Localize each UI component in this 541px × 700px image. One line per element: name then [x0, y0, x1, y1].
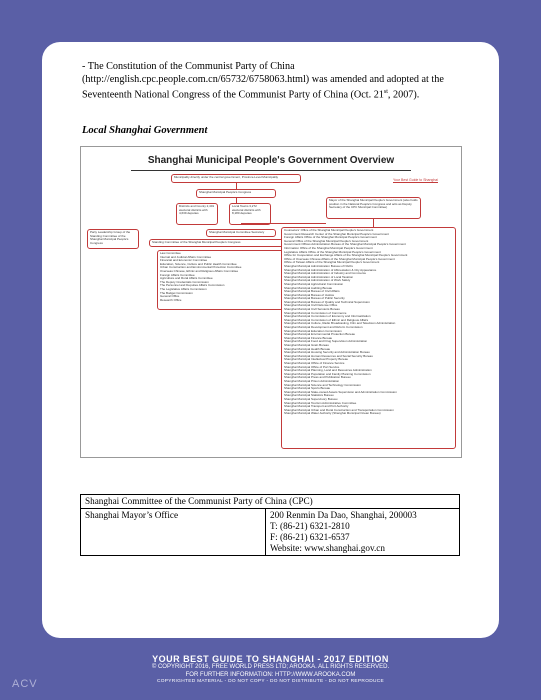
connector	[373, 219, 374, 227]
office-item: Shanghai Municipal Press and Publication Bureau	[284, 375, 351, 380]
committee-item: Overseas Chinese, Ethnic and Religious Affairs Committee	[160, 268, 239, 273]
office-item: Office of Taiwan Affairs of the Shanghai Municipal People's Government	[284, 260, 380, 265]
office-name-cell: Shanghai Mayor’s Office	[81, 509, 266, 556]
intro-line-3-text: Seventeenth National Congress of the Communist Party of China (Oct. 21	[82, 89, 384, 101]
office-item: Shanghai Municipal Culture, Radio Broadcasting, Film and Television Administration	[284, 321, 396, 326]
intro-line-2: (http://english.cpc.people.com.cn/65732/6758063.html) was amended and adopted at the	[82, 74, 444, 85]
office-item: Shanghai Municipal Bureau of Public Security	[284, 296, 345, 301]
office-item: Shanghai Municipal Health Bureau	[284, 346, 331, 351]
committee-item: The Personnel and Deputies Affairs Commission	[160, 283, 225, 288]
page-footer	[0, 654, 541, 684]
committee-item: Foreign Affairs Committee	[160, 272, 195, 277]
party-group-box: Party Leadership Group of the Standing Committee of the Shanghai Municipal People's Congress	[87, 229, 139, 249]
committee-item: Agriculture and Rural Affairs Committee	[160, 276, 213, 281]
fax: F: (86-21) 6321-6537	[270, 532, 350, 542]
office-item: Shanghai Municipal Bureau of Quality and Technical Supervision	[284, 299, 370, 304]
office-item: Shanghai Municipal Administration of Local Taxation	[284, 274, 354, 279]
intro-line-1: - The Constitution of the Communist Party of China	[82, 61, 295, 72]
office-item: Government Research Center of the Shanghai Municipal People's Government	[284, 231, 389, 236]
office-item: Shanghai Municipal Bureau of Civil Affairs	[284, 289, 340, 294]
office-item: Shanghai Municipal Commission of Commerce	[284, 310, 347, 315]
office-item: Shanghai Municipal Tourism Administrative Committee	[284, 400, 357, 405]
committee-item: Financial and Economic Committee	[160, 258, 208, 263]
office-item: Shanghai Municipal Prison Administration	[284, 378, 340, 383]
office-item: Shanghai Municipal Civil Defense Office	[284, 303, 338, 308]
office-item: Shanghai Municipal Population and Family Planning Commission	[284, 371, 371, 376]
office-item: Shanghai Municipal Auditing Bureau	[284, 285, 333, 290]
title-rule	[131, 170, 411, 171]
connector	[241, 223, 326, 224]
intro-line-3-end: , 2007).	[387, 89, 420, 101]
document-page	[42, 42, 499, 638]
office-item: Shanghai Municipal Administration of Work Safety	[284, 278, 351, 283]
office-item: Shanghai Municipal Statistics Bureau	[284, 393, 334, 398]
committee-item: Urban Construction and Environmental Protection Committee	[160, 265, 242, 270]
org-chart-image	[80, 146, 462, 458]
office-item: Shanghai Municipal Development and Reform Commission	[284, 325, 363, 330]
footer-copyright: © COPYRIGHT 2016, FREE WORLD PRESS LTD; AROOKA. ALL RIGHTS RESERVED.	[151, 664, 390, 670]
office-item: Shanghai Municipal Education Commission	[284, 328, 342, 333]
address: 200 Renmin Da Dao, Shanghai, 200003	[270, 510, 417, 520]
office-item: Shanghai Municipal Sports Bureau	[284, 386, 331, 391]
committee-item: The Legislative Affairs Commission	[160, 286, 207, 291]
office-item: Foreign Affairs Office of the Shanghai Municipal People's Government	[284, 235, 377, 240]
office-item: Shanghai Municipal Agricultural Commission	[284, 281, 344, 286]
footer-info-link: FOR FURTHER INFORMATION: HTTP://WWW.AROOKA.COM	[185, 671, 356, 678]
government-offices-box	[281, 227, 456, 449]
intro-paragraph	[82, 60, 472, 101]
intro-line-3	[82, 86, 472, 101]
office-item: Shanghai Municipal Food and Drug Supervision Administration	[284, 339, 368, 344]
office-item: Shanghai Municipal Water Authority (Shanghai Municipal Ocean Bureau)	[284, 411, 381, 416]
office-item: Shanghai Municipal Urban and Rural Construction and Transportation Commission	[284, 407, 394, 412]
office-item: Shanghai Municipal Administration of Industry and Commerce	[284, 271, 367, 276]
phone: T: (86-21) 6321-2810	[270, 521, 350, 531]
office-item: Shanghai Municipal Grain Bureau	[284, 343, 329, 347]
secretary-box: Shanghai Municipal Committee Secretary	[206, 229, 276, 237]
office-item: Office of Overseas Chinese Affairs of the Shanghai Municipal People's Government	[284, 256, 395, 261]
office-item: Shanghai Municipal Finance Bureau	[284, 335, 333, 340]
office-item: General Office of the Shanghai Municipal People's Government	[284, 238, 369, 243]
mayor-box: Mayor of the Shanghai Municipal People's Government (also holds position in the National People's Congress and acts as Deputy Secretary of the CPC Municipal Committee)	[326, 197, 421, 219]
office-item: Shanghai Municipal Commission of Economy and Informatization	[284, 314, 371, 319]
committee-item: Internal and Judicial Affairs Committee	[160, 254, 212, 259]
footer-title: YOUR BEST GUIDE TO SHANGHAI - 2017 EDITION	[152, 654, 389, 664]
municipality-box: Municipality directly under the central government, Province-Level Municipality	[171, 174, 301, 183]
office-item: Shanghai Municipal Administration Bureau of NGOs	[284, 263, 353, 268]
committee-item: General Office	[160, 294, 180, 299]
watermark: ACV	[12, 678, 38, 690]
office-item: Shanghai Municipal Transport and Port Authority	[284, 404, 349, 409]
committee-item: Law Committee	[160, 251, 181, 255]
office-item: Shanghai Municipal Human Resources and Social Security Bureau	[284, 353, 373, 358]
office-item: Shanghai Municipal State-owned Assets Supervision and Administration Commission	[284, 389, 397, 394]
committee-item: Research Office	[160, 297, 182, 302]
office-item: Shanghai Municipal Intellectual Property Bureau	[284, 357, 349, 362]
footer-notice: COPYRIGHTED MATERIAL - DO NOT COPY - DO NOT DISTRIBUTE - DO NOT REPRODUCE	[156, 679, 385, 684]
contact-details-cell	[266, 509, 460, 556]
office-item: Shanghai Municipal Bureau of Justice	[284, 292, 335, 297]
best-guide-note: Your Best Guide to Shanghai	[393, 178, 439, 182]
contact-table	[80, 494, 460, 556]
congress-box: Shanghai Municipal People's Congress	[196, 189, 276, 198]
office-item: Shanghai Municipal Office of Port Service	[284, 364, 340, 369]
org-chart-title: Shanghai Municipal People's Government Overview	[147, 155, 395, 166]
office-item: Shanghai Municipal Science and Technology Commission	[284, 382, 361, 387]
office-item: Legislative Affairs Office of the Shanghai Municipal People's Government	[284, 249, 381, 254]
office-item: Government Offices Administration Bureau of the Shanghai Municipal People's Government	[284, 242, 406, 247]
table-header-cell: Shanghai Committee of the Communist Party of China (CPC)	[81, 495, 460, 509]
office-item: Shanghai Municipal Planning, Land and Resources Administration	[284, 368, 372, 373]
committee-item: The Deputy Credentials Commission	[160, 279, 209, 284]
office-item: Shanghai Municipal Supervisory Bureau	[284, 396, 338, 401]
office-item: Shanghai Municipal Commission of Ethnic and Religious Affairs	[284, 317, 369, 322]
office-item: Shanghai Municipal Office of Finance Service	[284, 360, 345, 365]
section-title: Local Shanghai Government	[82, 125, 208, 136]
table-row	[81, 495, 460, 509]
office-item: Shanghai Municipal Housing Security and Administration Bureau	[284, 350, 370, 355]
standing-committee-box: Standing Committee of the Shanghai Municipal People's Congress	[149, 239, 309, 247]
table-row	[81, 509, 460, 556]
office-item: Shanghai Municipal Administration of Afforestation & City Appearance	[284, 267, 377, 272]
office-item: Shanghai Municipal Civil Servants Bureau	[284, 307, 340, 312]
districts-box: Districts and County 2,401 electoral districts with 4,639 deputies	[176, 203, 218, 225]
committees-box	[157, 250, 285, 310]
website: Website: www.shanghai.gov.cn	[270, 543, 385, 553]
office-item: Counselors' Office of the Shanghai Municipal People's Government	[284, 228, 374, 232]
office-item: Shanghai Municipal Environmental Protection Bureau	[284, 332, 356, 337]
office-item: Office for Cooperation and Exchange Affairs of the Shanghai Municipal People's Government	[284, 253, 408, 258]
office-item: Information Office of the Shanghai Municipal People's Government	[284, 245, 373, 250]
towns-box: Local Towns 3,272 electoral districts with 8,180 deputies	[229, 203, 271, 225]
committee-item: Education, Science, Culture and Public Health Committee	[160, 261, 237, 266]
committee-item: The Budget Commission	[160, 290, 193, 295]
ordinal-suffix: st	[383, 89, 388, 95]
